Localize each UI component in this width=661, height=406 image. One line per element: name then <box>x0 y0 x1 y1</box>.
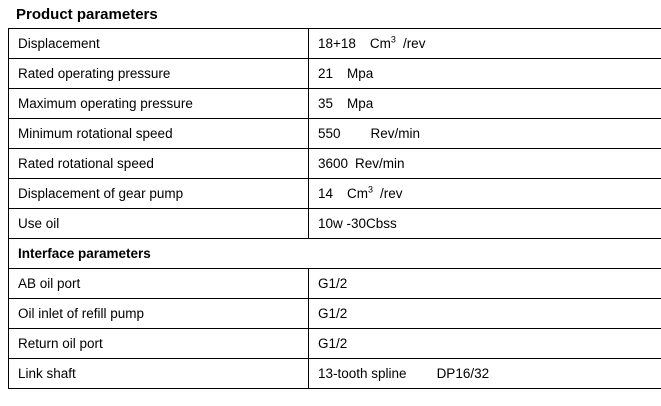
parameter-label: Maximum operating pressure <box>9 89 309 119</box>
parameter-label: Rated rotational speed <box>9 149 309 179</box>
table-row <box>9 209 661 239</box>
table-row <box>9 269 661 299</box>
parameter-label: Rated operating pressure <box>9 59 309 89</box>
section-header-label: Interface parameters <box>9 239 661 269</box>
parameter-value: G1/2 <box>309 299 661 329</box>
table-row <box>9 149 661 179</box>
table-row <box>9 119 661 149</box>
table-row <box>9 359 661 389</box>
table-section-header-row <box>9 239 661 269</box>
parameter-label: Link shaft <box>9 359 309 389</box>
parameter-label: Displacement of gear pump <box>9 179 309 209</box>
parameter-value: 18+18 Cm$^3$ /rev <box>309 29 661 59</box>
table-row <box>9 179 661 209</box>
table-row <box>9 29 661 59</box>
parameter-label: Minimum rotational speed <box>9 119 309 149</box>
parameter-value: 35 Mpa <box>309 89 661 119</box>
table-row <box>9 59 661 89</box>
table-row <box>9 299 661 329</box>
parameter-value: 3600 Rev/min <box>309 149 661 179</box>
parameter-label: Return oil port <box>9 329 309 359</box>
parameter-value: G1/2 <box>309 329 661 359</box>
parameter-label: Displacement <box>9 29 309 59</box>
parameter-value: 14 Cm$^3$ /rev <box>309 179 661 209</box>
parameter-label: AB oil port <box>9 269 309 299</box>
page-title: Product parameters <box>16 6 158 23</box>
value-superscript: 3 <box>368 184 374 194</box>
parameter-value: 550 Rev/min <box>309 119 661 149</box>
parameter-value: 10w -30Cbss <box>309 209 661 239</box>
table-row <box>9 89 661 119</box>
value-superscript: 3 <box>390 34 396 44</box>
parameter-label: Oil inlet of refill pump <box>9 299 309 329</box>
parameter-label: Use oil <box>9 209 309 239</box>
product-parameters-table <box>8 28 661 389</box>
table-body <box>9 29 661 389</box>
parameter-value: 21 Mpa <box>309 59 661 89</box>
parameter-value: 13-tooth spline DP16/32 <box>309 359 661 389</box>
parameter-value: G1/2 <box>309 269 661 299</box>
table-row <box>9 329 661 359</box>
